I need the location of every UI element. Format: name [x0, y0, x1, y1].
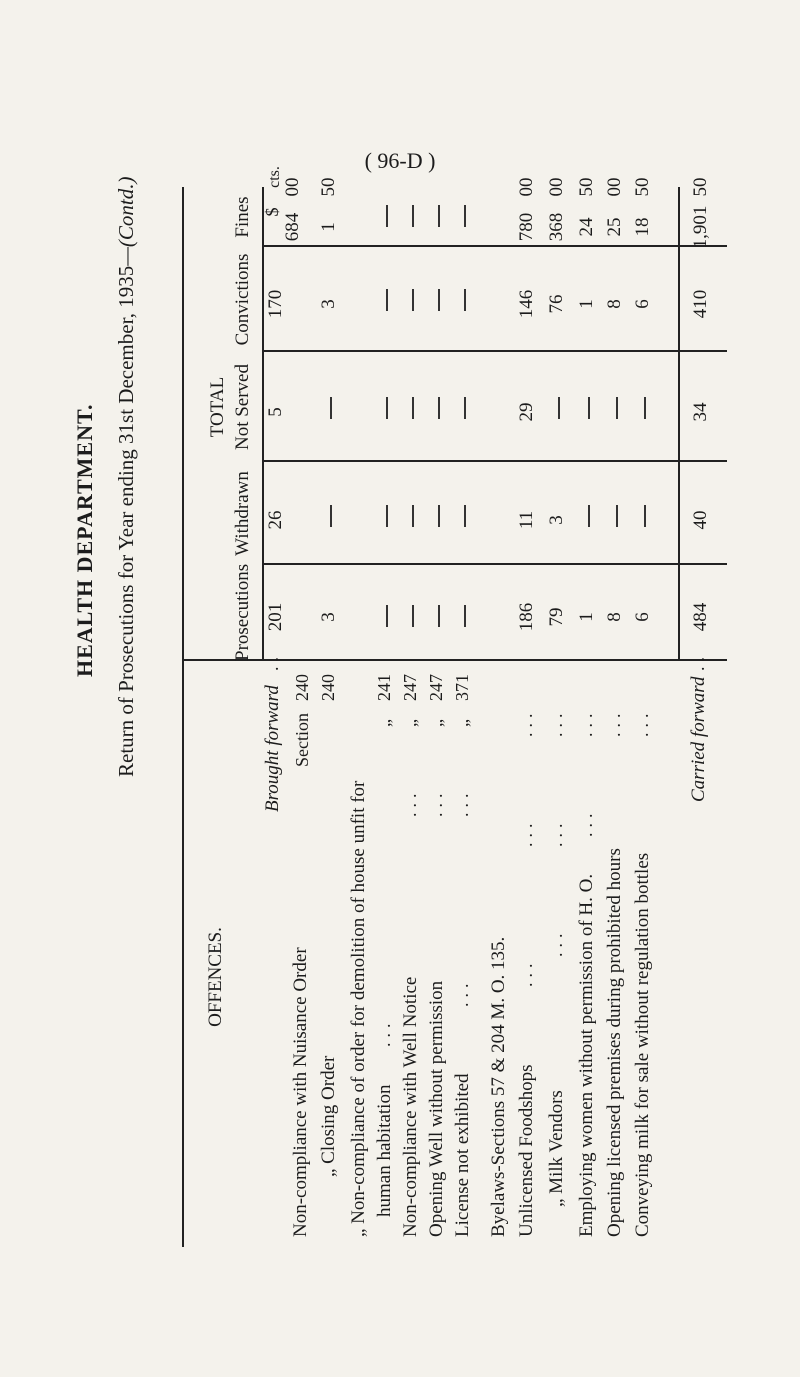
- dash: [386, 605, 388, 627]
- dash: [386, 289, 388, 311]
- leader-dots: ...: [516, 818, 536, 847]
- offence-label: Opening Well without permission: [426, 980, 447, 1237]
- section-number: 240: [292, 674, 312, 701]
- convictions-cell: 6: [632, 299, 653, 309]
- dash: [438, 505, 440, 527]
- withdrawn-header: Withdrawn: [232, 471, 253, 556]
- offence-label-continued: human habitation: [374, 1084, 395, 1217]
- byelaws-heading: Byelaws-Sections 57 & 204 M. O. 135.: [488, 936, 509, 1237]
- convictions-cell: 3: [318, 299, 339, 309]
- fines-cents-cell: 50: [318, 177, 339, 197]
- dash: [558, 397, 560, 419]
- dash: [588, 397, 590, 419]
- dash: [386, 397, 388, 419]
- fines-dollars-cell: 24: [576, 217, 597, 237]
- leader-dots: ...: [546, 818, 566, 847]
- subtitle-main: Return of Prosecutions for Year ending 31st December, 1935: [114, 265, 138, 777]
- prosecutions-cell: 6: [632, 612, 653, 622]
- prosecutions-header: Prosecutions: [232, 563, 253, 661]
- cf-fines-dollars: 1,901: [690, 205, 711, 249]
- col-divider-1: [262, 564, 727, 566]
- fines-header: Fines: [232, 196, 253, 238]
- dash: [644, 397, 646, 419]
- top-rule: [182, 187, 184, 1247]
- total-bottom-rule: [678, 187, 680, 661]
- offence-label: Non-compliance with Nuisance Order: [290, 947, 311, 1237]
- prosecutions-cell: 8: [604, 612, 625, 622]
- dash: [412, 505, 414, 527]
- section-number: 241: [374, 674, 394, 701]
- dash: [464, 397, 466, 419]
- convictions-cell: 146: [516, 289, 537, 319]
- fines-dollars-cell: 1: [318, 222, 339, 232]
- offence-label: [318, 877, 340, 1237]
- offence-label: Opening licensed premises during prohibited hours: [604, 848, 625, 1237]
- convictions-cell: 8: [604, 299, 625, 309]
- dollar-sign-header: $: [262, 207, 282, 217]
- fines-cents-cell: 50: [632, 177, 653, 197]
- prosecutions-cell: 3: [318, 612, 339, 622]
- leader-dots: ...: [400, 788, 420, 817]
- fines-cents-cell: 00: [604, 177, 625, 197]
- leader-dots: ...: [576, 808, 596, 837]
- fines-cents-cell: 00: [516, 177, 537, 197]
- dash: [616, 397, 618, 419]
- prosecutions-cell: 186: [516, 602, 537, 632]
- withdrawn-cell: 11: [516, 510, 537, 530]
- total-rule: [262, 187, 264, 661]
- bf-not-served: 5: [265, 407, 286, 417]
- withdrawn-cell: 3: [546, 515, 567, 525]
- leader-dots: ...: [452, 788, 472, 817]
- leader-dots: ...: [546, 708, 566, 737]
- dash: [644, 505, 646, 527]
- fines-dollars-cell: 780: [516, 212, 537, 242]
- carried-forward-label: Carried forward: [688, 676, 709, 802]
- convictions-header: Convictions: [232, 253, 253, 346]
- offence-text: „ Closing Order: [318, 1055, 339, 1177]
- page-number: ( 96-D ): [364, 148, 436, 173]
- bf-fines-dollars: 684: [282, 212, 303, 242]
- bf-withdrawn: 26: [265, 510, 286, 530]
- brought-forward-label: Brought forward: [262, 685, 283, 812]
- convictions-cell: 1: [576, 299, 597, 309]
- leader-dots: ...: [516, 958, 536, 987]
- fines-cents-cell: 00: [546, 177, 567, 197]
- leader-dots: ..: [688, 652, 708, 671]
- leader-dots: ...: [516, 708, 536, 737]
- dash: [386, 505, 388, 527]
- dash: [616, 505, 618, 527]
- ditto-mark: „: [452, 719, 472, 727]
- section-number: 240: [318, 674, 338, 701]
- section-number: 247: [400, 674, 420, 701]
- fines-cents-cell: 50: [576, 177, 597, 197]
- not-served-header: Not Served: [232, 364, 253, 451]
- section-number: 247: [426, 674, 446, 701]
- dash: [464, 289, 466, 311]
- fines-dollars-cell: 25: [604, 217, 625, 237]
- total-header: TOTAL: [207, 376, 228, 438]
- dash: [464, 605, 466, 627]
- cf-fines-cents: 50: [690, 177, 711, 197]
- offence-label: Unlicensed Foodshops: [516, 1064, 537, 1237]
- dash: [464, 505, 466, 527]
- dash: [412, 289, 414, 311]
- leader-dots: ..: [262, 652, 282, 671]
- convictions-cell: 76: [546, 294, 567, 314]
- section-number: 371: [452, 674, 472, 701]
- dash: [386, 205, 388, 227]
- cf-not-served: 34: [690, 402, 711, 422]
- not-served-cell: 29: [516, 402, 537, 422]
- dash: [330, 397, 332, 419]
- leader-dots: ...: [546, 928, 566, 957]
- dash: [412, 205, 414, 227]
- cf-convictions: 410: [690, 289, 711, 319]
- dash: [330, 505, 332, 527]
- ditto-mark: „: [374, 719, 394, 727]
- cents-header: cts.: [266, 166, 283, 188]
- cf-withdrawn: 40: [690, 510, 711, 530]
- subtitle: [114, 177, 139, 777]
- fines-dollars-cell: 18: [632, 217, 653, 237]
- dash: [412, 397, 414, 419]
- prosecutions-cell: 79: [546, 607, 567, 627]
- bf-prosecutions: 201: [265, 602, 286, 632]
- leader-dots: ...: [576, 708, 596, 737]
- dash: [588, 505, 590, 527]
- prosecutions-cell: 1: [576, 612, 597, 622]
- leader-dots: ...: [632, 708, 652, 737]
- offences-header: OFFENCES.: [205, 927, 226, 1027]
- col-divider-2: [262, 461, 727, 463]
- dash: [438, 605, 440, 627]
- dash: [412, 605, 414, 627]
- leader-dots: ...: [452, 978, 472, 1007]
- leader-dots: ...: [604, 708, 624, 737]
- leader-dots: ...: [426, 788, 446, 817]
- section-header: Section: [292, 713, 312, 767]
- dash: [438, 289, 440, 311]
- ditto-mark: „: [400, 719, 420, 727]
- offence-label: Conveying milk for sale without regulation bottles: [632, 852, 653, 1237]
- dash: [438, 205, 440, 227]
- fines-dollars-cell: 368: [546, 212, 567, 242]
- heading: HEALTH DEPARTMENT.: [72, 403, 97, 677]
- offence-label: Employing women without permission of H. O.: [576, 873, 597, 1237]
- offence-label: License not exhibited: [452, 1073, 473, 1237]
- offence-text: „ Milk Vendors: [546, 1090, 567, 1207]
- cf-prosecutions: 484: [690, 602, 711, 632]
- bf-fines-cents: 00: [282, 177, 303, 197]
- dash: [464, 205, 466, 227]
- ditto-mark: „: [426, 719, 446, 727]
- subtitle-contd: —(Contd.): [114, 176, 138, 266]
- offence-label: Non-compliance with Well Notice: [400, 976, 421, 1237]
- col-divider-3: [262, 351, 727, 353]
- bf-convictions: 170: [265, 289, 286, 319]
- offence-label: „ Non-compliance of order for demolition of house unfit for: [348, 780, 369, 1237]
- dash: [438, 397, 440, 419]
- leader-dots: ...: [374, 1018, 394, 1047]
